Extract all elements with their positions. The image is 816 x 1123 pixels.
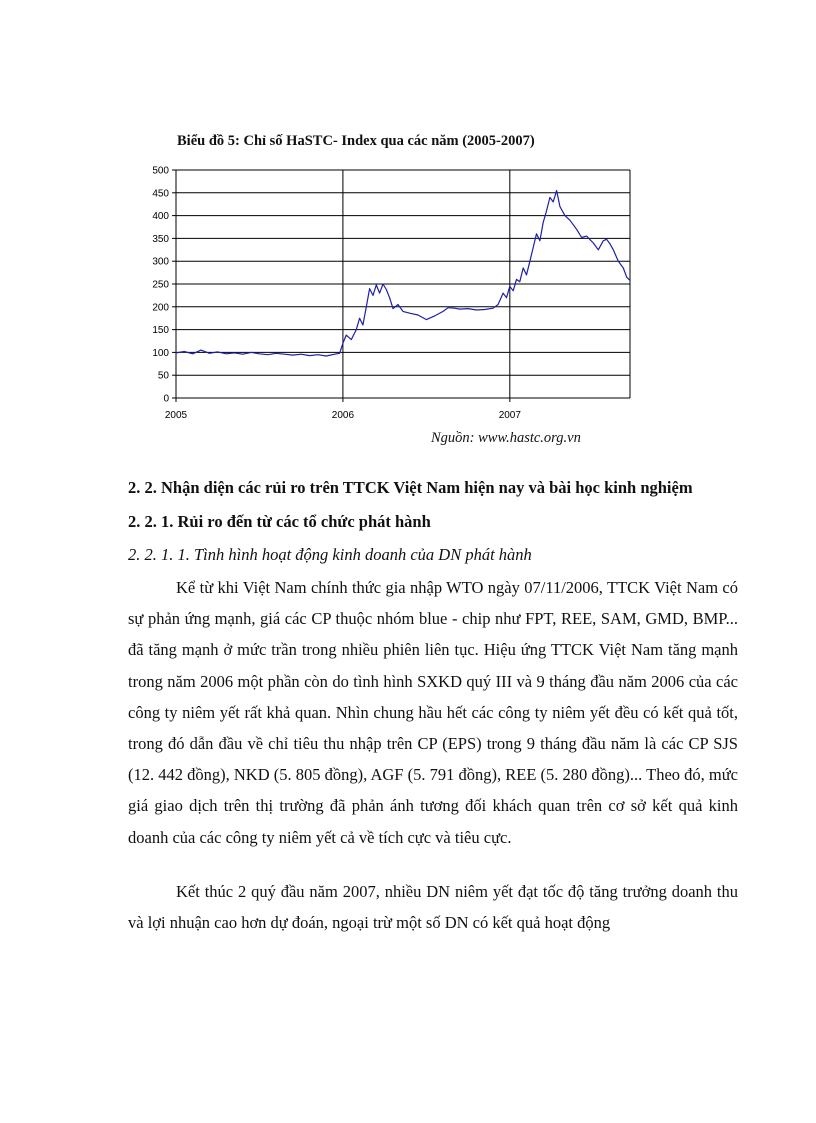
paragraph-1	[128, 572, 738, 853]
y-tick-label: 300	[152, 256, 169, 268]
y-tick-label: 400	[152, 211, 169, 223]
source-note: Nguồn: www.hastc.org.vn	[431, 430, 581, 446]
x-tick-label: 2007	[498, 410, 521, 421]
y-tick-label: 350	[152, 233, 169, 245]
section-heading-2-2-1: 2. 2. 1. Rủi ro đến từ các tổ chức phát hành	[128, 512, 431, 531]
y-tick-label: 200	[152, 302, 169, 314]
y-tick-label: 100	[152, 347, 169, 359]
section-heading-2-2: 2. 2. Nhận diện các rủi ro trên TTCK Việt Nam hiện nay và bài học kinh nghiệm	[128, 478, 693, 497]
x-tick-label: 2006	[331, 410, 355, 421]
y-tick-label: 500	[152, 165, 169, 177]
hastc-index-chart	[140, 160, 640, 425]
y-tick-label: 0	[163, 393, 169, 405]
section-heading-2-2-1-1: 2. 2. 1. 1. Tình hình hoạt động kinh doanh của DN phát hành	[128, 545, 532, 564]
y-tick-label: 150	[152, 325, 169, 337]
y-tick-label: 50	[157, 370, 169, 382]
paragraph-2	[128, 876, 738, 938]
paragraph-1-text: Kể từ khi Việt Nam chính thức gia nhập WTO ngày 07/11/2006, TTCK Việt Nam có sự phản ứng mạnh, giá các CP thuộc nhóm blue - chip như FPT, REE, SAM, GMD, BMP... đã tăng mạnh ở mức trần trong nhiều phiên liên tục. Hiệu ứng TTCK Việt Nam tăng mạnh trong năm 2006 một phần còn do tình hình SXKD quý III và 9 tháng đầu năm 2006 của các công ty niêm yết rất khả quan. Nhìn chung hầu hết các công ty niêm yết đều có kết quả tốt, trong đó dẫn đầu về chỉ tiêu thu nhập trên CP (EPS) trong 9 tháng đầu năm là các CP SJS (12. 442 đồng), NKD (5. 805 đồng), AGF (5. 791 đồng), REE (5. 280 đồng)... Theo đó, mức giá giao dịch trên thị trường đã phản ánh tương đối khách quan trên cơ sở kết quả kinh doanh của các công ty niêm yết cả về tích cực và tiêu cực.	[128, 578, 738, 847]
paragraph-2-text: Kết thúc 2 quý đầu năm 2007, nhiều DN niêm yết đạt tốc độ tăng trưởng doanh thu và lợi nhuận cao hơn dự đoán, ngoại trừ một số DN có kết quả hoạt động	[128, 882, 738, 933]
y-tick-label: 250	[152, 279, 169, 291]
x-tick-label: 2005	[164, 410, 188, 421]
y-tick-label: 450	[152, 188, 169, 200]
chart-title: Biểu đồ 5: Chỉ số HaSTC- Index qua các năm (2005-2007)	[177, 133, 535, 149]
